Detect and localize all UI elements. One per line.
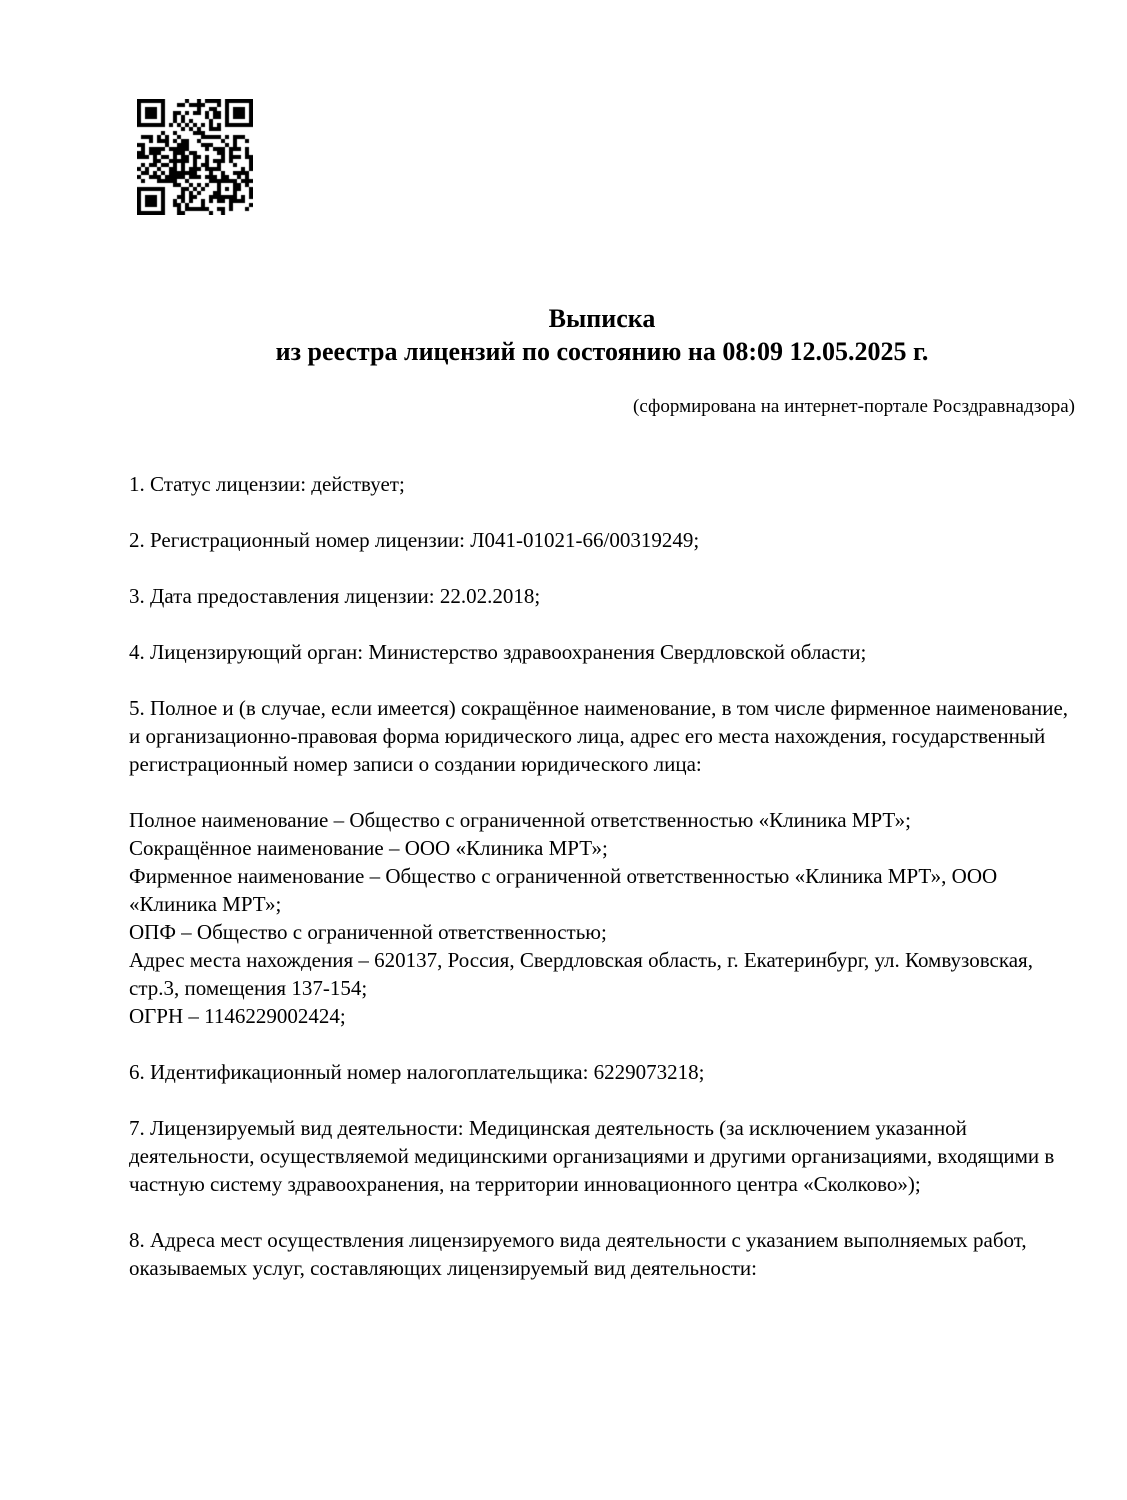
paragraph-7-licensed-activity: 7. Лицензируемый вид деятельности: Медицинская деятельность (за исключением указанной деятельности, осуществляемой медицинскими организациями и другими организациями, входящими в частную систему здравоохранения, на территории инновационного центра «Сколково»); bbox=[129, 1116, 1055, 1196]
paragraph-8-activity-addresses: 8. Адреса мест осуществления лицензируемого вида деятельности с указанием выполняемых работ, оказываемых услуг, составляющих лицензируемый вид деятельности: bbox=[129, 1228, 1027, 1280]
document-content bbox=[129, 0, 1075, 1310]
document-title bbox=[129, 302, 1075, 368]
organization-details-block bbox=[129, 806, 1075, 1030]
paragraph-2-registration-number: 2. Регистрационный номер лицензии: Л041-01021-66/00319249; bbox=[129, 528, 700, 552]
paragraph-5-entity-info-intro: 5. Полное и (в случае, если имеется) сокращённое наименование, в том числе фирменное наименование, и организационно-правовая форма юридического лица, адрес его места нахождения, государственный регистрационный номер записи о создании юридического лица: bbox=[129, 696, 1069, 776]
paragraph-6-taxpayer-number: 6. Идентификационный номер налогоплательщика: 6229073218; bbox=[129, 1060, 705, 1084]
org-detail-ogrn: ОГРН – 1146229002424; bbox=[129, 1004, 346, 1028]
paragraph-3-grant-date: 3. Дата предоставления лицензии: 22.02.2018; bbox=[129, 584, 541, 608]
paragraph-1-license-status: 1. Статус лицензии: действует; bbox=[129, 472, 405, 496]
org-detail-brand-name: Фирменное наименование – Общество с ограниченной ответственностью «Клиника МРТ», ООО «Клиника МРТ»; bbox=[129, 864, 998, 916]
org-detail-short-name: Сокращённое наименование – ООО «Клиника МРТ»; bbox=[129, 836, 608, 860]
title-line-1: Выписка bbox=[548, 304, 656, 333]
org-detail-legal-form: ОПФ – Общество с ограниченной ответственностью; bbox=[129, 920, 607, 944]
paragraph-4-licensing-authority: 4. Лицензирующий орган: Министерство здравоохранения Свердловской области; bbox=[129, 640, 867, 664]
org-detail-full-name: Полное наименование – Общество с ограниченной ответственностью «Клиника МРТ»; bbox=[129, 808, 912, 832]
title-line-2: из реестра лицензий по состоянию на 08:09 12.05.2025 г. bbox=[275, 337, 929, 366]
org-detail-address: Адрес места нахождения – 620137, Россия, Свердловская область, г. Екатеринбург, ул. Комвузовская, стр.3, помещения 137-154; bbox=[129, 948, 1033, 1000]
document-subtitle: (сформирована на интернет-портале Росздравнадзора) bbox=[633, 396, 1075, 417]
document-body bbox=[129, 470, 1075, 1282]
